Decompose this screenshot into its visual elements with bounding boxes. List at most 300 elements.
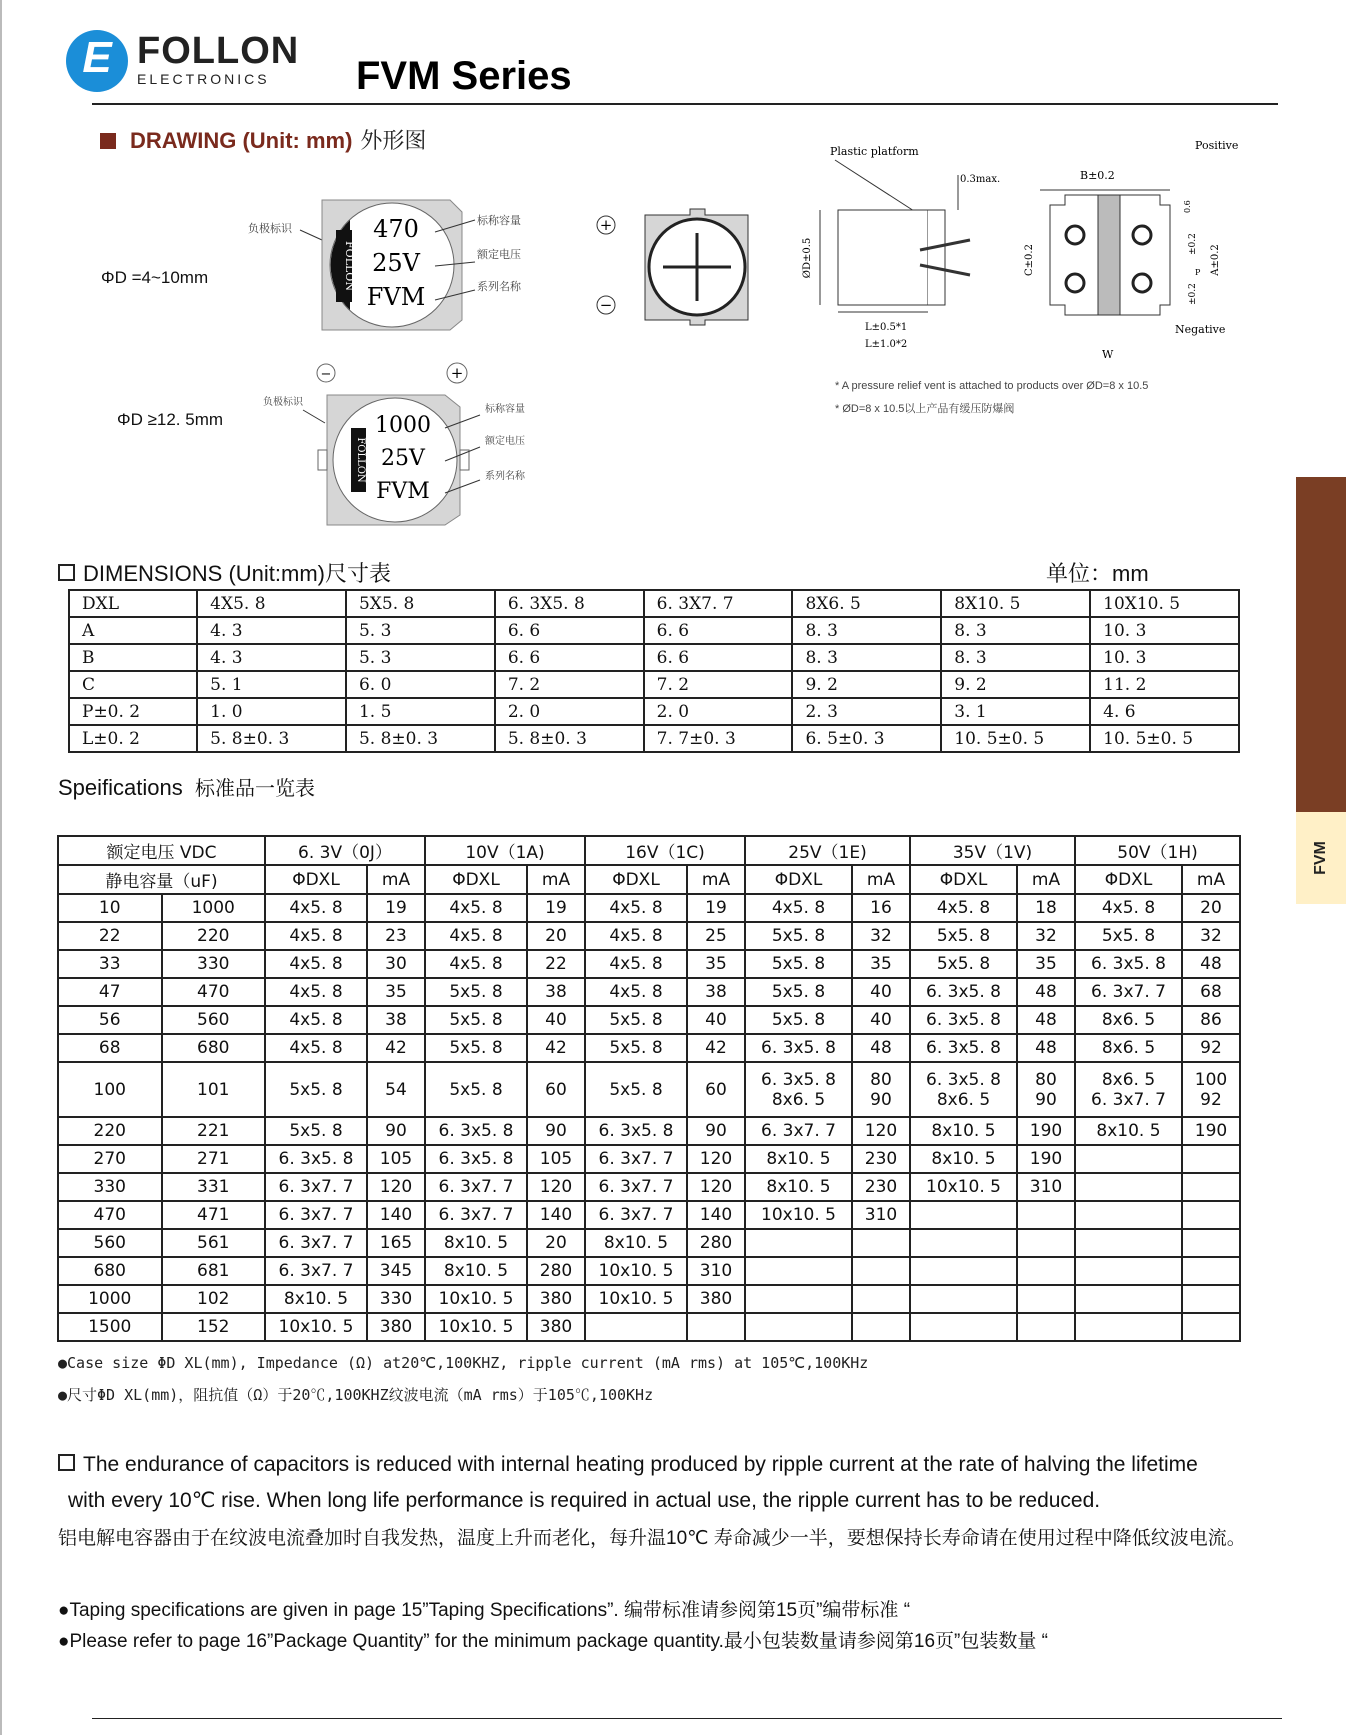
voltage-col-2: 16V（1C): [585, 836, 745, 865]
ripple-current-cell: 40: [852, 1006, 910, 1034]
case-size-cell: 8x10. 5: [745, 1173, 852, 1201]
ripple-current-cell: 140: [687, 1201, 745, 1229]
ripple-current-cell: 140: [527, 1201, 585, 1229]
ripple-current-cell: 35: [1017, 950, 1075, 978]
spec-row: [58, 1229, 1240, 1257]
case-size-cell: [910, 1229, 1017, 1257]
ripple-current-cell: 35: [687, 950, 745, 978]
dimension-row-label: C: [69, 671, 197, 698]
case-size-cell: 8x10. 5: [910, 1117, 1017, 1145]
dimension-row-label: B: [69, 644, 197, 671]
spec-cell-line: 6. 3x7. 7: [1091, 1089, 1166, 1110]
case-size-cell: 10x10. 5: [425, 1285, 527, 1313]
case-size-cell: 4x5. 8: [265, 1006, 367, 1034]
case-size-cell: [1075, 1285, 1182, 1313]
capacitance-cell: 560: [58, 1229, 162, 1257]
ripple-current-cell: 230: [852, 1173, 910, 1201]
ripple-current-cell: 330: [367, 1285, 425, 1313]
dimension-cell: 10. 5±0. 5: [1090, 725, 1239, 752]
sub-header-ma: mA: [1017, 865, 1075, 894]
case-size-cell: 4x5. 8: [585, 922, 687, 950]
dimension-row: [69, 725, 1239, 752]
max-label: 0.3max.: [960, 174, 1001, 185]
logo-name: FOLLON: [137, 30, 300, 72]
sub-header-ma: mA: [527, 865, 585, 894]
case-size-cell: [1075, 1257, 1182, 1285]
case-size-cell: [1075, 1145, 1182, 1173]
ripple-current-cell: 40: [852, 978, 910, 1006]
case-size-cell: 8x10. 5: [425, 1229, 527, 1257]
ripple-current-cell: 42: [527, 1034, 585, 1062]
case-size-cell: 5x5. 8: [585, 1034, 687, 1062]
case-size-cell: 4x5. 8: [585, 894, 687, 922]
small-cap-capacity: 470: [373, 215, 419, 243]
sub-header-dxl: ΦDXL: [745, 865, 852, 894]
case-size-cell: 6. 3x7. 7: [585, 1201, 687, 1229]
ripple-current-cell: [1182, 1062, 1240, 1117]
ripple-current-cell: 32: [1017, 922, 1075, 950]
case-size-cell: 6. 3x5. 8: [425, 1145, 527, 1173]
spec-title: Speifications 标准品一览表: [58, 775, 315, 800]
minus-sign: −: [599, 296, 613, 314]
capacitance-cell: 56: [58, 1006, 162, 1034]
ripple-current-cell: [687, 1313, 745, 1341]
ripple-current-cell: 48: [1182, 950, 1240, 978]
case-size-cell: 6. 3x7. 7: [1075, 978, 1182, 1006]
case-size-cell: 4x5. 8: [585, 978, 687, 1006]
dimension-cell: 4. 3: [197, 644, 346, 671]
ripple-current-cell: [1017, 1313, 1075, 1341]
dimension-cell: 2. 0: [644, 698, 793, 725]
dimensions-title: DIMENSIONS (Unit:mm)尺寸表: [58, 557, 391, 588]
case-size-cell: [1075, 1201, 1182, 1229]
sub-header-dxl: ΦDXL: [910, 865, 1017, 894]
ripple-current-cell: 310: [852, 1201, 910, 1229]
capacitance-cell: 1000: [58, 1285, 162, 1313]
ripple-current-cell: 19: [527, 894, 585, 922]
case-size-cell: 5x5. 8: [425, 1062, 527, 1117]
voltage-header: 额定电压 VDC: [58, 836, 265, 865]
spec-cell-line: 80: [1035, 1069, 1057, 1090]
ripple-current-cell: 48: [852, 1034, 910, 1062]
dimension-row-label: DXL: [69, 590, 197, 617]
ripple-current-cell: 90: [687, 1117, 745, 1145]
spec-row: [58, 1201, 1240, 1229]
ripple-current-cell: [1182, 1257, 1240, 1285]
dimension-cell: 1. 5: [346, 698, 495, 725]
case-size-cell: 4x5. 8: [265, 1034, 367, 1062]
ripple-current-cell: 48: [1017, 978, 1075, 1006]
ripple-current-cell: 40: [527, 1006, 585, 1034]
case-size-cell: 5x5. 8: [425, 1034, 527, 1062]
case-size-cell: 4x5. 8: [1075, 894, 1182, 922]
ripple-current-cell: 32: [852, 922, 910, 950]
case-size-cell: 6. 3x5. 8: [745, 1034, 852, 1062]
small-capacitor-drawing: [240, 190, 560, 350]
case-size-cell: 6. 3x5. 8: [1075, 950, 1182, 978]
case-size-cell: 10x10. 5: [745, 1201, 852, 1229]
small-size-label: ΦD =4~10mm: [101, 268, 209, 287]
capacitance-cell: 68: [58, 1034, 162, 1062]
spec-row: [58, 1257, 1240, 1285]
case-size-cell: 6. 3x7. 7: [265, 1201, 367, 1229]
voltage-col-5: 50V（1H): [1075, 836, 1240, 865]
drawing-section-title: DRAWING (Unit: mm) 外形图: [100, 124, 426, 155]
l2-label: L±1.0*2: [865, 339, 908, 350]
ripple-current-cell: [852, 1229, 910, 1257]
case-size-cell: 6. 3x5. 8: [910, 1006, 1017, 1034]
spec-row: [58, 1145, 1240, 1173]
ripple-current-cell: 60: [687, 1062, 745, 1117]
ripple-current-cell: 40: [687, 1006, 745, 1034]
footer-divider: [92, 1718, 1282, 1719]
ripple-current-cell: [1017, 1229, 1075, 1257]
voltage-col-1: 10V（1A): [425, 836, 585, 865]
ripple-current-cell: 190: [1017, 1145, 1075, 1173]
spec-row: [58, 922, 1240, 950]
spec-row: [58, 1313, 1240, 1341]
ripple-current-cell: 120: [367, 1173, 425, 1201]
sub-header-dxl: ΦDXL: [265, 865, 367, 894]
logo-letter: E: [82, 33, 112, 82]
code-cell: 101: [162, 1062, 266, 1117]
case-size-cell: 6. 3x7. 7: [265, 1257, 367, 1285]
ripple-current-cell: 120: [527, 1173, 585, 1201]
p-label: P: [1195, 268, 1201, 277]
l1-label: L±0.5*1: [865, 322, 908, 333]
dimension-cell: 7. 2: [495, 671, 644, 698]
spec-row: [58, 1006, 1240, 1034]
case-size-cell: 6. 3x7. 7: [265, 1173, 367, 1201]
dimension-cell: 10. 5±0. 5: [941, 725, 1090, 752]
capacitance-cell: 1500: [58, 1313, 162, 1341]
dimension-cell: 2. 3: [792, 698, 941, 725]
polarity-drawing: [590, 205, 755, 330]
t2-label: ±0.2: [1188, 283, 1198, 305]
large-size-label: ΦD ≥12. 5mm: [117, 410, 224, 429]
ripple-current-cell: 35: [852, 950, 910, 978]
large-cap-capacity: 1000: [375, 413, 431, 438]
code-cell: 102: [162, 1285, 266, 1313]
dimension-cell: 8. 3: [792, 644, 941, 671]
spec-cell-line: 92: [1200, 1089, 1222, 1110]
dimension-cell: 5. 1: [197, 671, 346, 698]
ripple-current-cell: 86: [1182, 1006, 1240, 1034]
case-size-cell: 4x5. 8: [265, 950, 367, 978]
code-cell: 331: [162, 1173, 266, 1201]
large-label-series: 系列名称: [485, 471, 525, 482]
dimensions-unit: 单位：mm: [1046, 561, 1149, 586]
case-size-cell: 5x5. 8: [585, 1006, 687, 1034]
ripple-current-cell: 190: [1182, 1117, 1240, 1145]
ripple-current-cell: 22: [527, 950, 585, 978]
ripple-current-cell: 140: [367, 1201, 425, 1229]
case-size-cell: 8x10. 5: [745, 1145, 852, 1173]
case-size-cell: [1075, 1062, 1182, 1117]
case-size-cell: [585, 1313, 687, 1341]
spec-row: [58, 1034, 1240, 1062]
dimension-cell: 6. 3X7. 7: [644, 590, 793, 617]
case-size-cell: 6. 3x7. 7: [265, 1229, 367, 1257]
case-size-cell: 6. 3x7. 7: [745, 1117, 852, 1145]
ripple-current-cell: [1017, 1257, 1075, 1285]
spec-cell-line: 8x6. 5: [1101, 1069, 1156, 1090]
case-size-cell: 5x5. 8: [745, 978, 852, 1006]
dimension-cell: 8X6. 5: [792, 590, 941, 617]
code-cell: 471: [162, 1201, 266, 1229]
code-cell: 681: [162, 1257, 266, 1285]
large-cap-series: FVM: [376, 479, 430, 504]
ripple-current-cell: 54: [367, 1062, 425, 1117]
ripple-current-cell: 23: [367, 922, 425, 950]
ripple-current-cell: 105: [367, 1145, 425, 1173]
case-size-cell: 4x5. 8: [265, 894, 367, 922]
bottom-view-drawing: [1020, 135, 1265, 365]
ripple-current-cell: 20: [527, 922, 585, 950]
dimension-cell: 2. 0: [495, 698, 644, 725]
t3-label: 0.6: [1183, 200, 1192, 213]
code-cell: 561: [162, 1229, 266, 1257]
ripple-current-cell: 38: [527, 978, 585, 1006]
case-size-cell: 4x5. 8: [745, 894, 852, 922]
ripple-current-cell: 42: [367, 1034, 425, 1062]
dimension-cell: 5. 8±0. 3: [495, 725, 644, 752]
code-cell: 271: [162, 1145, 266, 1173]
c-label: C±0.2: [1024, 244, 1035, 276]
voltage-col-3: 25V（1E): [745, 836, 910, 865]
case-size-cell: 8x10. 5: [1075, 1117, 1182, 1145]
side-view-drawing: [780, 140, 1020, 355]
case-size-cell: [1075, 1313, 1182, 1341]
ripple-current-cell: 20: [527, 1229, 585, 1257]
series-title: FVM Series: [356, 54, 572, 98]
capacitance-cell: 330: [58, 1173, 162, 1201]
capacitance-cell: 270: [58, 1145, 162, 1173]
dimension-cell: 5. 8±0. 3: [197, 725, 346, 752]
dimension-cell: 6. 6: [495, 617, 644, 644]
dimension-cell: 4X5. 8: [197, 590, 346, 617]
dimension-cell: 6. 5±0. 3: [792, 725, 941, 752]
b-label: B±0.2: [1080, 169, 1115, 182]
dimension-row-label: L±0. 2: [69, 725, 197, 752]
ripple-current-cell: 25: [687, 922, 745, 950]
case-size-cell: 6. 3x5. 8: [265, 1145, 367, 1173]
dimension-cell: 6. 6: [644, 644, 793, 671]
case-size-cell: 4x5. 8: [425, 922, 527, 950]
ripple-current-cell: 20: [1182, 894, 1240, 922]
spec-cell-line: 8x6. 5: [771, 1089, 826, 1110]
dimension-row-label: P±0. 2: [69, 698, 197, 725]
small-cap-voltage: 25V: [372, 249, 420, 277]
sub-header-ma: mA: [367, 865, 425, 894]
ripple-current-cell: 90: [527, 1117, 585, 1145]
ripple-current-cell: 38: [367, 1006, 425, 1034]
dimension-cell: 6. 0: [346, 671, 495, 698]
case-size-cell: [745, 1313, 852, 1341]
case-size-cell: 5x5. 8: [1075, 922, 1182, 950]
dimension-cell: 9. 2: [941, 671, 1090, 698]
large-cap-voltage: 25V: [381, 446, 425, 471]
dimension-cell: 8. 3: [941, 617, 1090, 644]
spec-row: [58, 950, 1240, 978]
ripple-current-cell: [1182, 1313, 1240, 1341]
specifications-table: [57, 835, 1241, 1342]
ripple-current-cell: 30: [367, 950, 425, 978]
sub-header-dxl: ΦDXL: [1075, 865, 1182, 894]
dimension-cell: 6. 6: [495, 644, 644, 671]
plastic-platform-label: Plastic platform: [830, 145, 919, 158]
large-cap-brand: FOLLON: [355, 437, 366, 483]
dimension-cell: 5. 3: [346, 644, 495, 671]
side-tab-bar: [1296, 477, 1346, 812]
case-size-note-cn: ●尺寸ΦD XL(mm)，阻抗值（Ω）于20℃,100KHZ纹波电流（mA rms）于105℃,100KHz: [58, 1386, 654, 1404]
ripple-current-cell: 60: [527, 1062, 585, 1117]
code-cell: 680: [162, 1034, 266, 1062]
case-size-cell: 8x10. 5: [265, 1285, 367, 1313]
code-cell: 470: [162, 978, 266, 1006]
ripple-current-cell: 120: [687, 1145, 745, 1173]
spec-row: [58, 1062, 1240, 1117]
spec-row: [58, 1117, 1240, 1145]
sub-header-dxl: ΦDXL: [585, 865, 687, 894]
dimension-cell: 4. 3: [197, 617, 346, 644]
ripple-current-cell: [1182, 1173, 1240, 1201]
code-cell: 221: [162, 1117, 266, 1145]
ripple-current-cell: 345: [367, 1257, 425, 1285]
case-size-cell: 8x10. 5: [585, 1229, 687, 1257]
sub-header-ma: mA: [687, 865, 745, 894]
case-size-cell: [745, 1062, 852, 1117]
ripple-current-cell: 19: [687, 894, 745, 922]
page-left-border: [0, 0, 2, 1735]
case-size-cell: 4x5. 8: [585, 950, 687, 978]
dimension-cell: 5X5. 8: [346, 590, 495, 617]
ripple-current-cell: [852, 1285, 910, 1313]
dimension-row-label: A: [69, 617, 197, 644]
capacitance-cell: 22: [58, 922, 162, 950]
large-plus-sign: +: [450, 364, 464, 382]
large-minus-sign: −: [320, 367, 332, 382]
capacitance-cell: 33: [58, 950, 162, 978]
case-size-cell: 10x10. 5: [910, 1173, 1017, 1201]
case-size-cell: 6. 3x5. 8: [425, 1117, 527, 1145]
dimension-cell: 6. 3X5. 8: [495, 590, 644, 617]
ripple-current-cell: 35: [367, 978, 425, 1006]
case-size-cell: 4x5. 8: [425, 894, 527, 922]
header-divider: [92, 103, 1278, 105]
large-capacitor-drawing: [255, 355, 555, 530]
dimension-cell: 9. 2: [792, 671, 941, 698]
ripple-current-cell: [1182, 1229, 1240, 1257]
case-size-cell: [745, 1257, 852, 1285]
sub-header-ma: mA: [1182, 865, 1240, 894]
neg-mark-label: 负极标识: [248, 222, 292, 235]
dimension-cell: 1. 0: [197, 698, 346, 725]
case-size-cell: [910, 1257, 1017, 1285]
checkbox-square-icon: [58, 564, 75, 581]
label-series: 系列名称: [477, 280, 521, 293]
dimension-row: [69, 671, 1239, 698]
dimension-cell: 5. 3: [346, 617, 495, 644]
ripple-current-cell: 120: [852, 1117, 910, 1145]
pressure-note-cn: * ØD=8 x 10.5以上产品有缓压防爆阀: [835, 403, 1015, 415]
taping-note: ●Taping specifications are given in page 15”Taping Specifications”. 编带标准请参阅第15页”编带标准 “: [58, 1600, 911, 1621]
spec-cell-line: 6. 3x5. 8: [926, 1069, 1001, 1090]
ripple-current-cell: [1017, 1201, 1075, 1229]
ripple-current-cell: 230: [852, 1145, 910, 1173]
dimensions-table: [68, 589, 1240, 753]
case-size-cell: 5x5. 8: [745, 950, 852, 978]
case-size-cell: 6. 3x7. 7: [585, 1173, 687, 1201]
dimension-row: [69, 644, 1239, 671]
endurance-en-1: The endurance of capacitors is reduced with internal heating produced by ripple current at the rate of halving the lifetime: [58, 1453, 1198, 1477]
code-cell: 560: [162, 1006, 266, 1034]
case-size-cell: 8x10. 5: [910, 1145, 1017, 1173]
label-voltage: 额定电压: [477, 248, 521, 261]
case-size-cell: 4x5. 8: [425, 950, 527, 978]
ripple-current-cell: 18: [1017, 894, 1075, 922]
ripple-current-cell: [852, 1313, 910, 1341]
case-size-cell: 10x10. 5: [425, 1313, 527, 1341]
ripple-current-cell: 165: [367, 1229, 425, 1257]
case-size-cell: [910, 1285, 1017, 1313]
case-size-cell: 5x5. 8: [265, 1062, 367, 1117]
package-note: ●Please refer to page 16”Package Quantity” for the minimum package quantity.最小包装数量请参阅第16页”包装数量 “: [58, 1631, 1048, 1652]
d-label: ØD±0.5: [802, 237, 813, 279]
ripple-current-cell: 48: [1017, 1006, 1075, 1034]
ripple-current-cell: 380: [527, 1313, 585, 1341]
case-size-cell: 8x10. 5: [425, 1257, 527, 1285]
case-size-cell: 6. 3x7. 7: [585, 1145, 687, 1173]
ripple-current-cell: 38: [687, 978, 745, 1006]
small-cap-series: FVM: [366, 283, 426, 311]
dimension-cell: 5. 8±0. 3: [346, 725, 495, 752]
spec-cell-line: 90: [870, 1089, 892, 1110]
case-size-cell: 10x10. 5: [265, 1313, 367, 1341]
dimension-cell: 8. 3: [941, 644, 1090, 671]
ripple-current-cell: 120: [687, 1173, 745, 1201]
ripple-current-cell: 48: [1017, 1034, 1075, 1062]
endurance-en-2: with every 10℃ rise. When long life performance is required in actual use, the ripple current has to be reduced.: [68, 1489, 1101, 1512]
case-size-cell: 10x10. 5: [585, 1257, 687, 1285]
case-size-cell: 8x6. 5: [1075, 1034, 1182, 1062]
ripple-current-cell: [1017, 1062, 1075, 1117]
spec-cell-line: 6. 3x5. 8: [761, 1069, 836, 1090]
code-cell: 220: [162, 922, 266, 950]
w-label: W: [1102, 348, 1114, 361]
dimension-row: [69, 617, 1239, 644]
case-size-cell: 4x5. 8: [265, 922, 367, 950]
case-size-cell: 5x5. 8: [265, 1117, 367, 1145]
dimension-cell: 7. 2: [644, 671, 793, 698]
capacitance-cell: 470: [58, 1201, 162, 1229]
ripple-current-cell: 68: [1182, 978, 1240, 1006]
large-neg-mark-label: 负极标识: [263, 397, 303, 408]
dimension-cell: 11. 2: [1090, 671, 1239, 698]
sub-header-dxl: ΦDXL: [425, 865, 527, 894]
case-size-cell: [1075, 1173, 1182, 1201]
ripple-current-cell: 380: [527, 1285, 585, 1313]
case-size-cell: 10x10. 5: [585, 1285, 687, 1313]
logo-subtitle: ELECTRONICS: [137, 71, 270, 87]
capacitance-cell: 10: [58, 894, 162, 922]
ripple-current-cell: [852, 1062, 910, 1117]
spec-cell-line: 100: [1194, 1069, 1228, 1090]
case-size-note-en: ●Case size ΦD XL(mm), Impedance (Ω) at20℃,100KHZ, ripple current (mA rms) at 105℃,100KHz: [58, 1354, 869, 1372]
case-size-cell: 5x5. 8: [425, 978, 527, 1006]
capacitance-cell: 100: [58, 1062, 162, 1117]
capacity-header: 静电容量（uF): [58, 865, 265, 894]
